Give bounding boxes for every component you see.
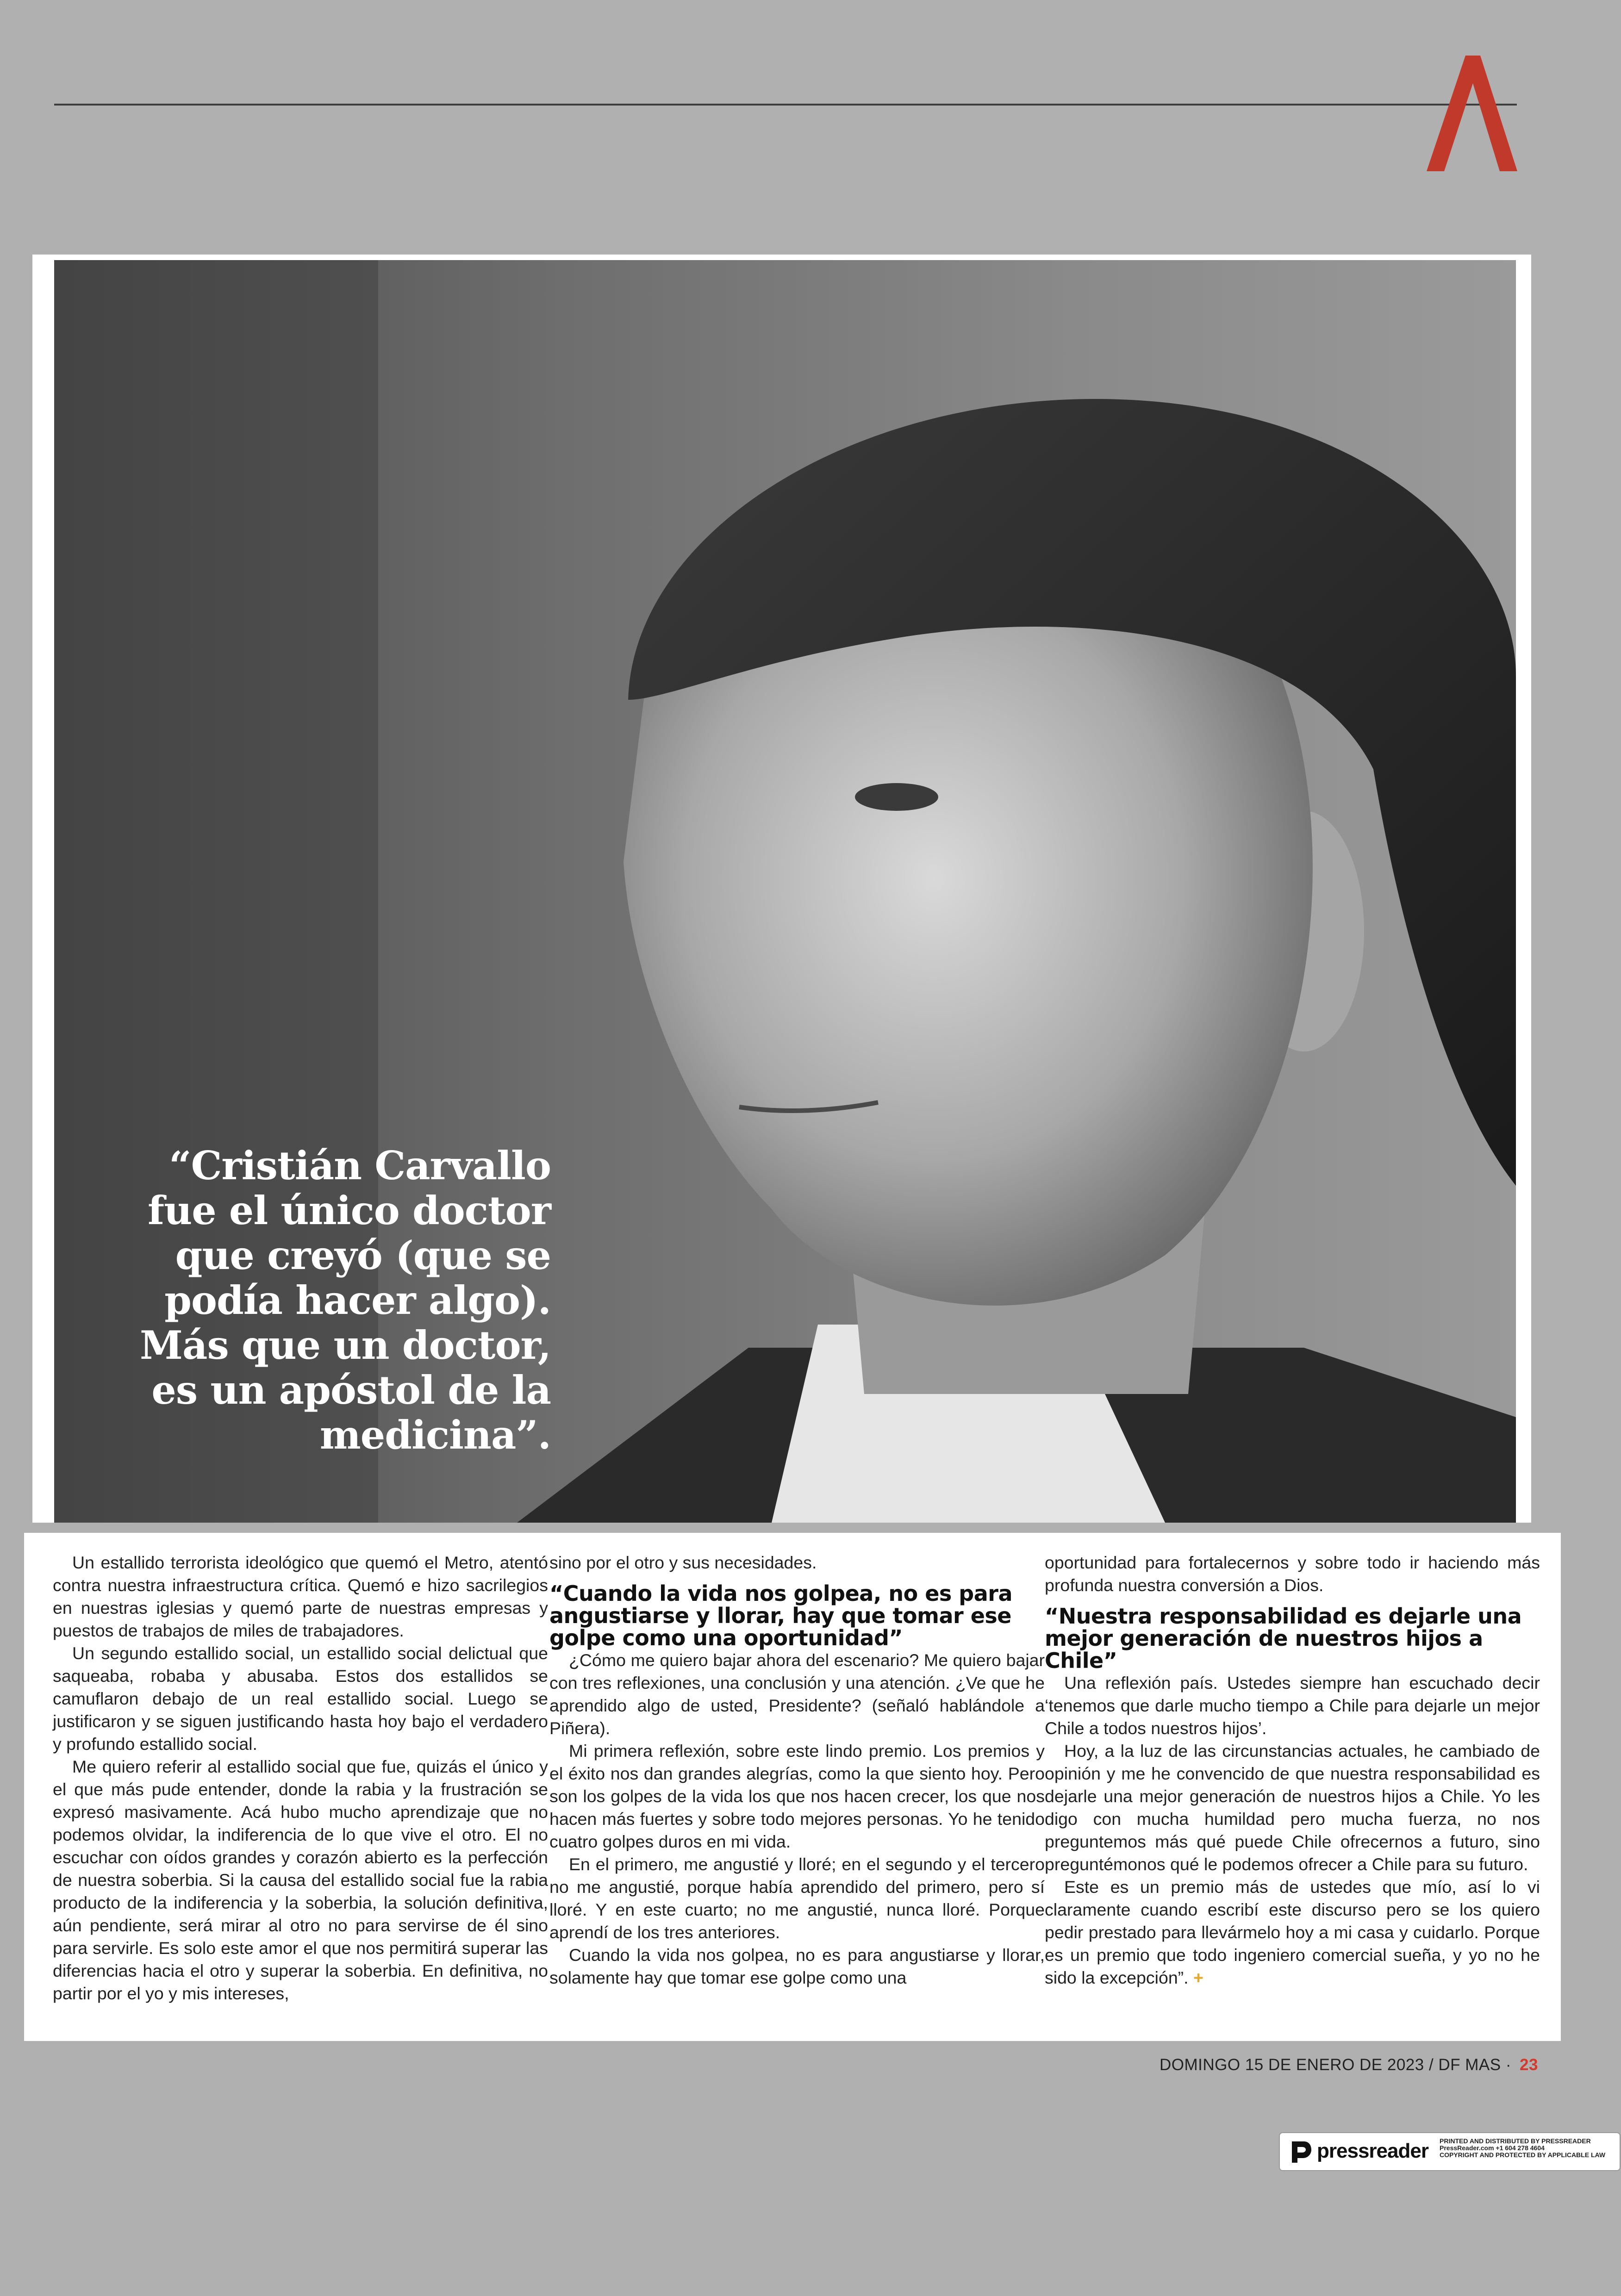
- pressreader-info-line: PRINTED AND DISTRIBUTED BY PRESSREADER: [1440, 2137, 1591, 2145]
- subheading: “Cuando la vida nos golpea, no es para angustiarse y llorar, hay que tomar ese golpe como una oportunidad”: [549, 1581, 1012, 1650]
- top-rule: [54, 104, 1517, 106]
- article-column-3: [1045, 1551, 1540, 1989]
- pressreader-info-line: PressReader.com +1 604 278 4604: [1440, 2144, 1545, 2152]
- magazine-logo: [1427, 56, 1517, 171]
- pressreader-name: pressreader: [1317, 2140, 1428, 2162]
- pressreader-badge[interactable]: [1279, 2132, 1621, 2171]
- subheading: “Nuestra responsabilidad es dejarle una mejor generación de nuestros hijos a Chile”: [1045, 1604, 1522, 1673]
- pressreader-logo-icon: [1288, 2140, 1312, 2164]
- end-mark-icon: +: [1193, 1968, 1203, 1987]
- paragraph: [1045, 1876, 1540, 1989]
- paragraph: sino por el otro y sus necesidades.: [549, 1553, 817, 1572]
- paragraph: oportunidad para fortalecernos y sobre todo ir haciendo más profunda nuestra conversión a Dios.: [1045, 1553, 1540, 1595]
- paragraph: En el primero, me angustié y lloré; en el segundo y el tercero no me angustié, porque había aprendido del primero, pero sí lloré. Y en este cuarto; no me angustié, nunca lloré. Porque aprendí de los tres anteriores.: [549, 1854, 1045, 1942]
- pressreader-info-line: COPYRIGHT AND PROTECTED BY APPLICABLE LAW: [1440, 2151, 1606, 2159]
- pull-quote-line: medicina”.: [319, 1412, 551, 1458]
- paragraph: Cuando la vida nos golpea, no es para angustiarse y llorar, solamente hay que tomar ese golpe como una: [549, 1945, 1045, 1987]
- paragraph: Una reflexión país. Ustedes siempre han escuchado decir ‘tenemos que darle mucho tiempo a Chile para dejarle un mejor Chile a todos nuestros hijos’.: [1045, 1673, 1540, 1738]
- page-number: 23: [1520, 2056, 1538, 2074]
- paragraph: ¿Cómo me quiero bajar ahora del escenario? Me quiero bajar con tres reflexiones, una conclusión y una atención. ¿Ve que he aprendido algo de usted, Presidente? (señaló hablándole a Piñera).: [549, 1650, 1045, 1738]
- paragraph: Un segundo estallido social, un estallido social delictual que saqueaba, robaba y abusaba. Estos dos estallidos se camuflaron debajo de un real estallido social. Luego se justificaron y se siguen justificando hasta hoy bajo el verdadero y profundo estallido social.: [53, 1643, 548, 1754]
- paragraph: Un estallido terrorista ideológico que quemó el Metro, atentó contra nuestra infraestructura crítica. Quemó e hizo sacrilegios en nuestras iglesias y quemó parte de nuestras empresas y puestos de trabajos de miles de trabajadores.: [53, 1553, 548, 1640]
- article-body: [24, 1533, 1561, 2041]
- pull-quote-line: Más que un doctor,: [140, 1322, 551, 1368]
- paragraph-text: Este es un premio más de ustedes que mío, así lo vi claramente cuando escribí este discurso pero se los quiero pedir prestado para llevármelo hoy a mi casa y cuidarlo. Porque es un premio que todo ingeniero comercial sueña, y yo no he sido la excepción”.: [1045, 1877, 1540, 1987]
- pull-quote: [120, 1143, 551, 1457]
- article-column-1: [53, 1551, 548, 2005]
- paragraph: Me quiero referir al estallido social que fue, quizás el único y el que más pude entender, donde la rabia y la frustración se expresó masivamente. Acá hubo mucho aprendizaje que no podemos olvidar, la indiferencia de lo que vive el otro. El no escuchar con oídos grandes y corazón abierto es la perfección de nuestra soberbia. Si la causa del estallido social fue la rabia producto de la indiferencia y la soberbia, la solución definitiva, aún pendiente, será mirar al otro no para servirse de él sino para servirle. Es solo este amor el que nos permitirá superar las diferencias hacia el otro y superar la soberbia. En definitiva, no partir por el yo y mis intereses,: [53, 1757, 548, 2003]
- page-footer: [1160, 2056, 1538, 2074]
- pull-quote-line: que creyó (que se: [175, 1232, 551, 1278]
- paragraph: Hoy, a la luz de las circunstancias actuales, he cambiado de opinión y me he convencido de que nuestra responsabilidad es dejarle una mejor generación de nuestros hijos a Chile. Yo les digo con mucha humildad pero mucha fuerza, no nos preguntemos más qué puede Chile ofrecernos a futuro, sino preguntémonos qué le podemos ofrecer a Chile para su futuro.: [1045, 1741, 1540, 1874]
- pull-quote-line: podía hacer algo).: [164, 1277, 551, 1323]
- pull-quote-line: fue el único doctor: [148, 1188, 551, 1233]
- pull-quote-line: es un apóstol de la: [151, 1367, 551, 1413]
- pressreader-info: [1440, 2138, 1615, 2159]
- date-line: DOMINGO 15 DE ENERO DE 2023 / DF MAS ·: [1160, 2056, 1511, 2074]
- article-column-2: [549, 1551, 1045, 1989]
- paragraph: Mi primera reflexión, sobre este lindo premio. Los premios y el éxito nos dan grandes alegrías, como la que siento hoy. Pero son los golpes de la vida los que nos hacen crecer, los que nos hacen más fuertes y sobre todo mejores personas. Yo he tenido cuatro golpes duros en mi vida.: [549, 1741, 1045, 1851]
- pull-quote-line: “Cristián Carvallo: [169, 1143, 551, 1188]
